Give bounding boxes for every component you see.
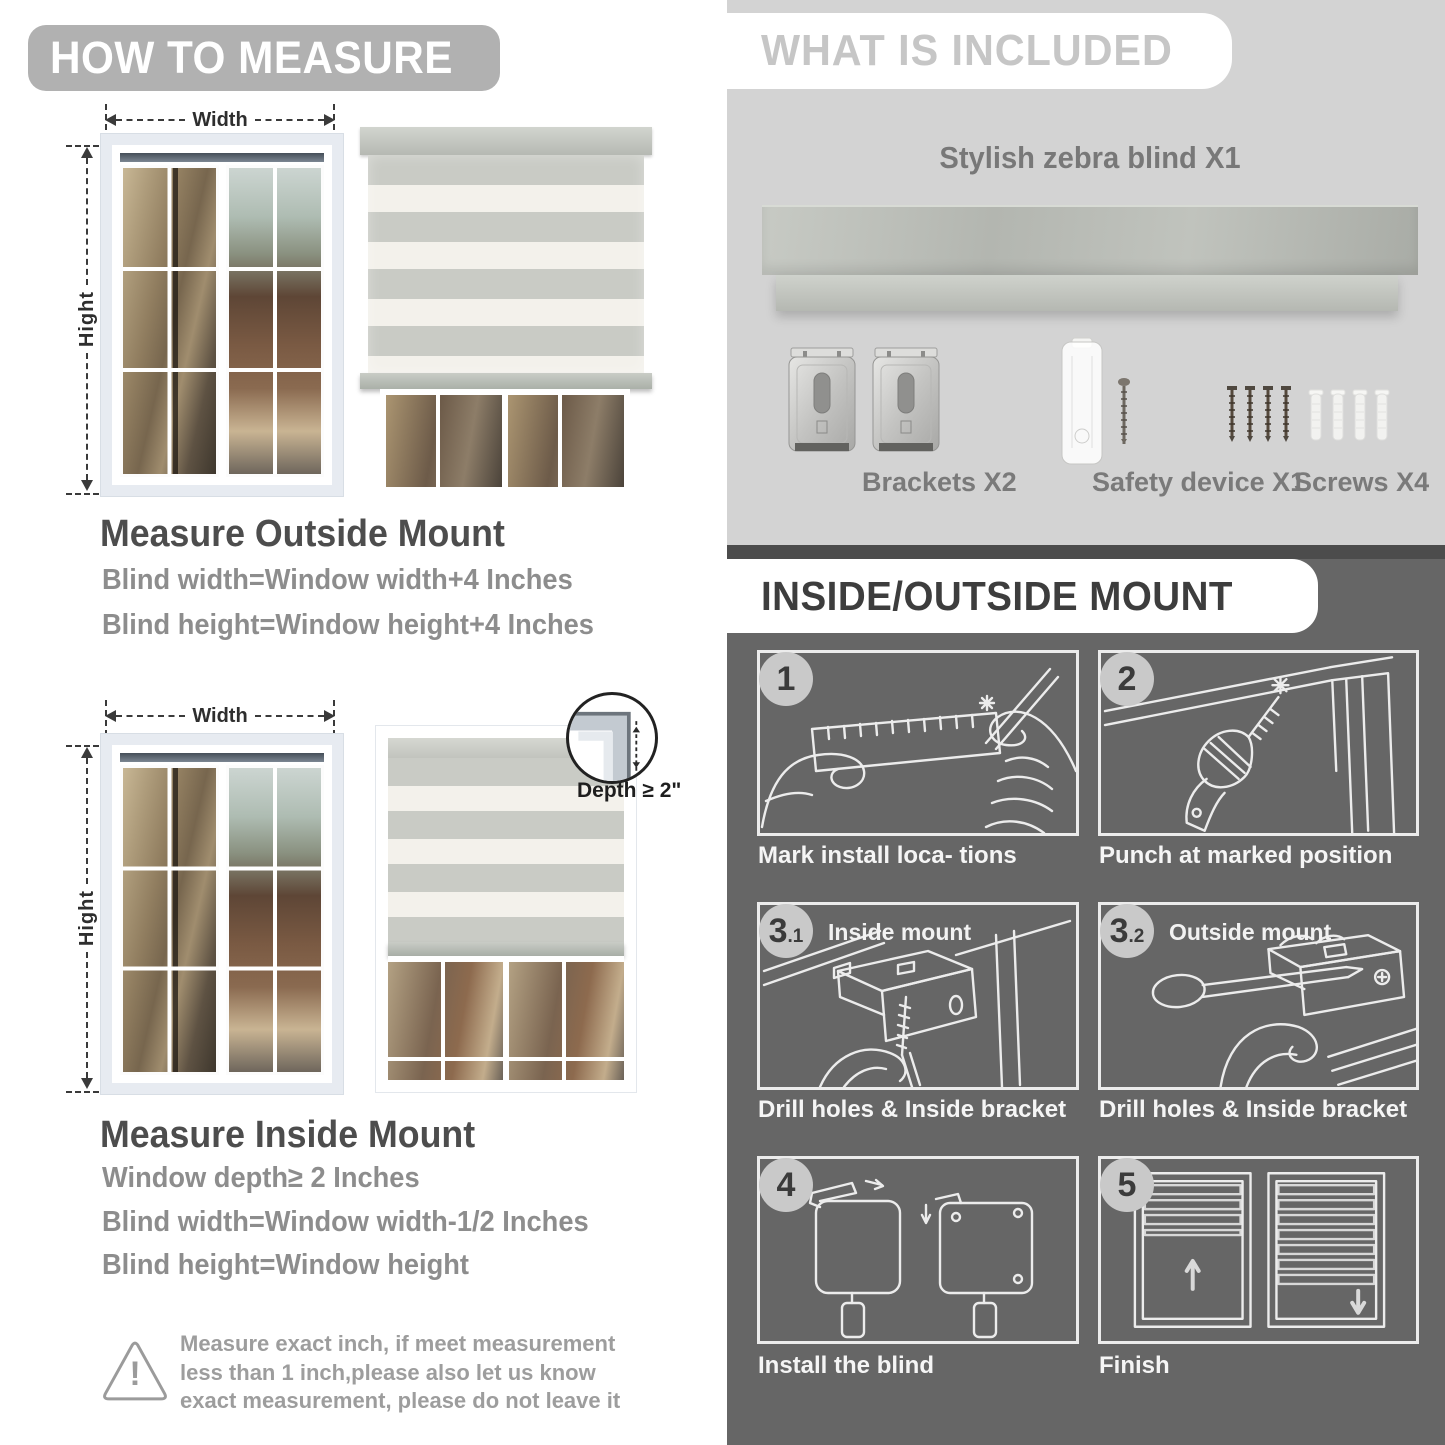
section-divider [727,545,1445,559]
step-badge: 4 [759,1158,813,1212]
inside-mount-line: Blind width=Window width-1/2 Inches [102,1206,589,1238]
exclamation-mark: ! [129,1355,141,1393]
measure-tick [333,700,335,736]
step-panel-5 [1098,1156,1419,1344]
step-badge: 1 [759,652,813,706]
step-caption-3-1: Drill holes & Inside bracket [758,1096,1067,1123]
window-top-roller [120,753,324,762]
width-arrow-inside [105,706,335,726]
width-label-outside: Width [192,108,248,131]
screws-label: Screws X4 [1294,467,1430,497]
measure-tick [105,700,107,736]
outside-mount-line: Blind height=Window height+4 Inches [102,609,594,641]
window-sash [120,165,219,477]
window-pane [508,395,624,487]
safety-device-label: Safety device X1 [1092,467,1306,497]
step-panel-3-2 [1098,902,1419,1090]
zebra-blind-fabric [368,155,644,373]
inside-mount-line: Window depth≥ 2 Inches [102,1162,420,1194]
outside-mount-line: Blind width=Window width+4 Inches [102,564,573,596]
warning-text: Measure exact inch, if meet measurement less than 1 inch,please also let us know exact measurement, please do not leave it [180,1331,621,1413]
mount-header-box [727,559,1318,633]
step-caption-4: Install the blind [758,1352,935,1379]
window-top-roller [120,153,324,162]
blind-valance-image [776,275,1398,311]
window-pane [386,395,502,487]
included-header: WHAT IS INCLUDED [761,26,1173,75]
window-sash [120,765,219,1075]
step-badge: 2 [1100,652,1154,706]
step-panel-4 [757,1156,1079,1344]
mount-header: INSIDE/OUTSIDE MOUNT [761,572,1233,619]
included-header-box [727,13,1232,89]
height-arrow-outside [74,147,100,491]
width-label-inside: Width [192,704,248,727]
blind-headrail-image [762,205,1418,275]
step-panel-1 [757,650,1079,836]
safety-device-image [1058,336,1142,470]
screws-image [1226,386,1394,446]
step-panel-2 [1098,650,1419,836]
arrow-down-icon [81,480,93,491]
window-below-blind [380,389,630,493]
window-sash [226,765,325,1075]
outside-mount-label: Outside mount [1169,919,1332,945]
inside-mount-line: Blind height=Window height [102,1249,469,1281]
step-panel-3-1 [757,902,1079,1090]
height-arrow-inside [74,747,100,1089]
blind-bottom-rail [388,942,624,956]
step-badge: 5 [1100,1158,1154,1212]
inside-mount-label: Inside mount [828,919,972,945]
zebra-blind-headrail [360,127,652,155]
zebra-blind-bottom-rail [360,373,652,389]
brackets-label: Brackets X2 [862,467,1017,497]
height-label-outside: Hight [75,290,98,348]
arrow-down-icon [81,1078,93,1089]
step-caption-3-2: Drill holes & Inside bracket [1099,1096,1408,1123]
window-photo-inside [100,733,344,1095]
warning-triangle-icon [101,1333,169,1409]
arrow-up-icon [81,147,93,158]
how-to-measure-banner [28,25,500,91]
step-badge: 3 .2 [1100,904,1154,958]
how-to-measure-title: HOW TO MEASURE [50,32,453,83]
depth-requirement-label: Depth ≥ 2" [577,779,682,802]
window-pane [388,962,503,1080]
window-photo-outside [100,133,344,497]
step-caption-1: Mark install loca- tions [758,842,1017,869]
step-caption-5: Finish [1099,1352,1170,1379]
inside-mount-heading: Measure Inside Mount [100,1114,476,1156]
window-sash [226,165,325,477]
step-badge: 3 .1 [759,904,813,958]
step-caption-2: Punch at marked position [1099,842,1393,869]
brackets-image [788,345,940,465]
width-arrow-outside [105,110,335,130]
arrow-up-icon [81,747,93,758]
blind-item-label: Stylish zebra blind X1 [939,140,1241,175]
outside-mount-heading: Measure Outside Mount [100,513,505,555]
depth-detail-magnifier [566,692,658,784]
window-pane [509,962,624,1080]
height-label-inside: Hight [75,889,98,947]
